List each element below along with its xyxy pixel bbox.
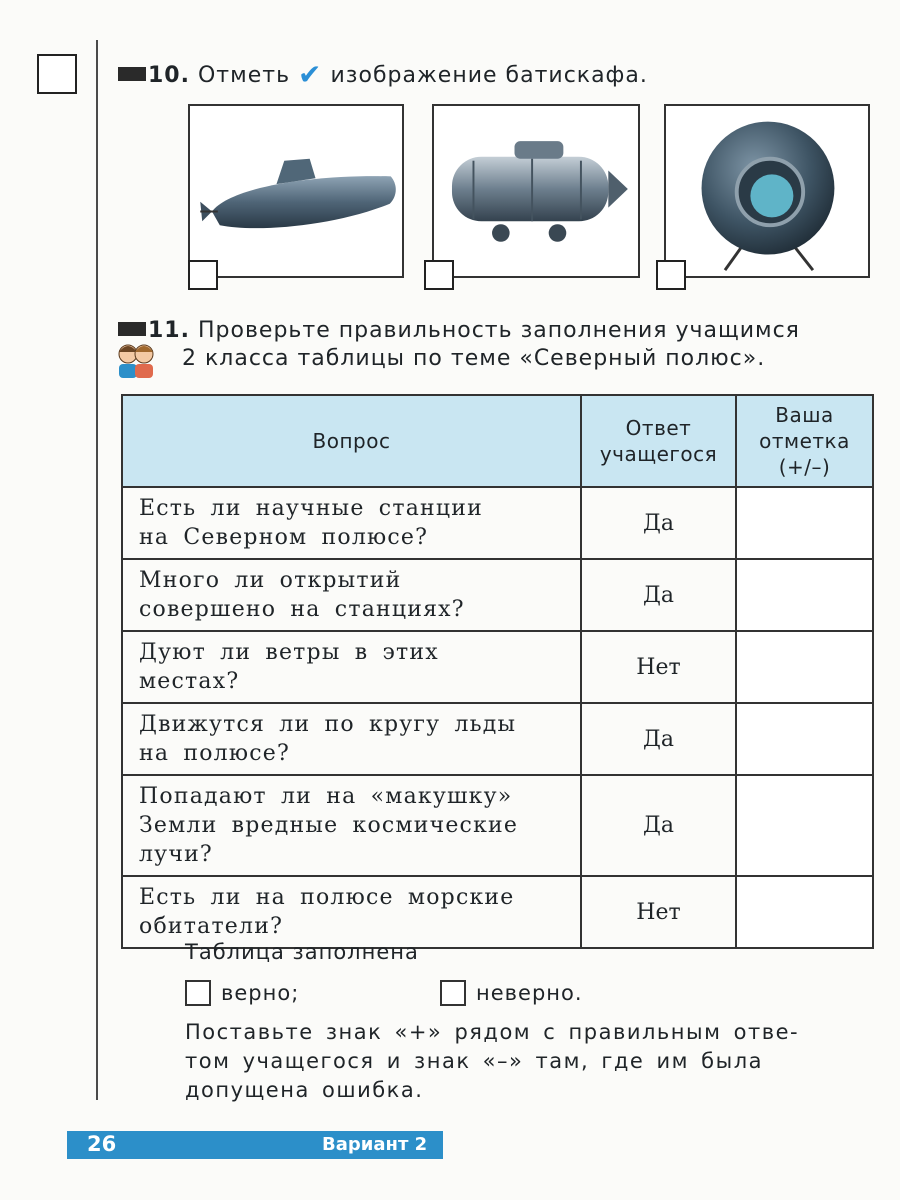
option-correct[interactable] [185,980,299,1006]
instruction-text [185,1018,875,1105]
table-row [122,876,873,948]
margin-rule [96,40,98,1100]
question-line: Земли вредные космические [139,813,519,838]
submarine-picture [188,104,404,278]
header-mark-line1: Ваша [775,403,834,427]
task11-line1: Проверьте правильность заполнения учащимся [197,318,800,343]
table-header-row [122,395,873,487]
task10-text-before: Отметь [197,63,291,88]
bathysphere-picture [664,104,870,278]
question-line: Есть ли на полюсе морские [139,885,515,910]
option-correct-checkbox[interactable] [185,980,211,1006]
mark-cell[interactable] [736,631,873,703]
submarine-checkbox[interactable] [188,260,218,290]
student-answer: Да [581,487,736,559]
header-answer-line1: Ответ [625,416,692,440]
student-answer: Да [581,703,736,775]
task-marker-icon [118,67,146,81]
bathyscaphe-picture [432,104,640,278]
bathysphere-checkbox[interactable] [656,260,686,290]
header-mark-line2: отметка [759,429,850,453]
student-answer: Нет [581,631,736,703]
question-line: Попадают ли на «макушку» [139,784,513,809]
table-row [122,775,873,876]
children-icon [116,340,156,380]
mark-cell[interactable] [736,876,873,948]
bathyscaphe-checkbox[interactable] [424,260,454,290]
instruction-line: Поставьте знак «+» рядом с правильным отве- [185,1020,800,1044]
table-row [122,487,873,559]
option-incorrect[interactable] [440,980,583,1006]
question-cell [122,775,581,876]
question-line: местах? [139,669,240,694]
task10-number: 10. [148,63,190,88]
question-line: Есть ли научные станции [139,496,483,521]
option-incorrect-label: неверно. [476,981,583,1005]
header-answer-line2: учащегося [599,442,718,466]
question-cell [122,631,581,703]
question-line: совершено на станциях? [139,597,465,622]
question-cell [122,703,581,775]
checkmark-icon: ✔ [298,58,323,91]
bathysphere-icon [666,106,868,276]
table-row [122,631,873,703]
question-line: Движутся ли по кругу льды [139,712,517,737]
option-correct-label: верно; [221,981,300,1005]
margin-checkbox[interactable] [37,54,77,94]
table-filled-label: Таблица заполнена [185,940,419,964]
mark-cell[interactable] [736,487,873,559]
question-line: лучи? [139,842,213,867]
question-line: Много ли открытий [139,568,402,593]
page-number: 26 [87,1132,117,1156]
question-cell [122,487,581,559]
task10-heading [118,58,648,91]
question-cell [122,876,581,948]
mark-cell[interactable] [736,559,873,631]
mark-cell[interactable] [736,775,873,876]
question-line: Дуют ли ветры в этих [139,640,439,665]
question-line: на Северном полюсе? [139,525,429,550]
question-line: на полюсе? [139,741,290,766]
answers-table [121,394,874,949]
header-mark [736,395,873,487]
option-incorrect-checkbox[interactable] [440,980,466,1006]
header-mark-line3: (+/–) [778,455,831,479]
variant-label: Вариант 2 [322,1134,428,1155]
student-answer: Нет [581,876,736,948]
task11-number: 11. [148,318,190,343]
header-answer [581,395,736,487]
question-cell [122,559,581,631]
table-row [122,703,873,775]
task11-heading [118,318,800,343]
task11-line2: 2 класса таблицы по теме «Северный полюс». [182,346,766,371]
student-answer: Да [581,559,736,631]
mark-cell[interactable] [736,703,873,775]
footer-bar [67,1131,443,1159]
table-row [122,559,873,631]
task10-text-after: изображение батискафа. [330,63,648,88]
submarine-icon [190,106,402,276]
question-line: обитатели? [139,914,284,939]
instruction-line: том учащегося и знак «–» там, где им была [185,1049,763,1073]
student-answer: Да [581,775,736,876]
header-question: Вопрос [122,395,581,487]
task-marker-icon [118,322,146,336]
instruction-line: допущена ошибка. [185,1078,424,1102]
bathyscaphe-icon [434,106,638,276]
